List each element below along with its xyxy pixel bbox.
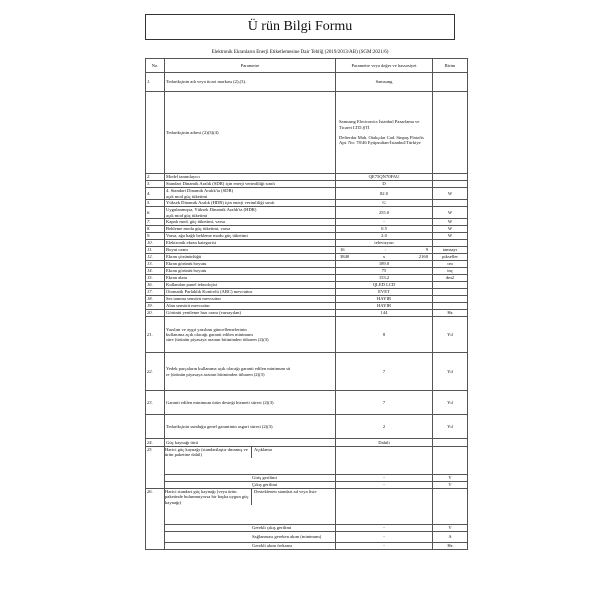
- row-unit: W: [433, 219, 468, 226]
- table-row: [146, 303, 468, 310]
- table-row: [146, 207, 468, 219]
- subrow-unit: Hz: [433, 543, 468, 550]
- row-parameter: Yüksek Dinamik Aralık (HDR) için enerji verimliliği sınıfı: [165, 200, 336, 207]
- subrow-unit: V: [433, 475, 468, 482]
- row-value: 7: [336, 353, 433, 391]
- row-value: D: [336, 181, 433, 188]
- row-parameter: Garanti edilen minimum ürün desteği hizmeti süresi (2)(3): [165, 391, 336, 415]
- row-unit: [433, 489, 468, 525]
- value-part: 9: [425, 247, 428, 253]
- row-unit: W: [433, 207, 468, 219]
- row-unit: cm: [433, 261, 468, 268]
- table-row: [146, 310, 468, 317]
- table-row: [146, 247, 468, 254]
- row-number: 26.: [146, 489, 165, 550]
- row-parameter: Ekran alanı: [165, 275, 336, 282]
- header-parameter: Parametre: [165, 59, 336, 73]
- subrow-unit: A: [433, 532, 468, 543]
- row-unit: [433, 282, 468, 289]
- form-title: Ü rün Bilgi Formu: [145, 14, 455, 40]
- row-parameter: Kullanılan panel teknolojisi: [165, 282, 336, 289]
- table-row: [146, 219, 468, 226]
- row-value: [336, 447, 433, 475]
- row-number: 12.: [146, 254, 165, 261]
- row-number: 2.: [146, 174, 165, 181]
- row-value: 8: [336, 317, 433, 353]
- row-value: 2: [336, 415, 433, 439]
- row-unit: [433, 92, 468, 174]
- row-number: 5.: [146, 200, 165, 207]
- row-number: 3.: [146, 181, 165, 188]
- row-number: 10.: [146, 240, 165, 247]
- row-parameter: Ekran görüntü boyutu: [165, 261, 336, 268]
- subrow-label: Sağlanması gereken akım (minimum): [165, 532, 336, 543]
- row-value: Samsung Electronics İstanbul Pazarlama ve Ticaret LTD.ŞTİ Defterdar Mah. Otakçılar Cad. Sinpaş Flatofis Apt. No: 78/46 Eyüpsultan-İstanbul/Türkiye: [336, 92, 433, 174]
- table-row: [146, 543, 468, 550]
- row-value: [336, 489, 433, 525]
- row-value: [336, 247, 433, 254]
- row26-header-row: [146, 489, 468, 525]
- product-info-sheet: [145, 14, 458, 550]
- row-value: G: [336, 200, 433, 207]
- power-supply-label: Desteklenen standart ad veya liste: [254, 489, 317, 494]
- table-row: [146, 92, 468, 174]
- row-value: HAYIR: [336, 303, 433, 310]
- row-unit: Yıl: [433, 353, 468, 391]
- value-part: :: [384, 247, 386, 253]
- value-part: x: [382, 254, 386, 260]
- row-unit: [433, 174, 468, 181]
- row-parameter: Yazılım ve aygıt yazılımı güncellemelerinin kullanıma açık olacağı garanti edilen minimum süre (ürünün piyasaya arzının bitiminden itibaren (2)(3): [165, 317, 336, 353]
- row-unit: Hz: [433, 310, 468, 317]
- row-value: 144: [336, 310, 433, 317]
- table-row: [146, 275, 468, 282]
- row-number: 14.: [146, 268, 165, 275]
- row-number: 20.: [146, 310, 165, 317]
- row-value: 2.0: [336, 233, 433, 240]
- table-row: [146, 174, 468, 181]
- value-part: 3840: [340, 254, 350, 260]
- subrow-unit: V: [433, 525, 468, 532]
- value-part: 16: [340, 247, 345, 253]
- row-number: 7.: [146, 219, 165, 226]
- row-value: Dahili: [336, 439, 433, 447]
- subrow-unit: V: [433, 482, 468, 489]
- row-parameter: Tedarikçinin sunduğu genel garantinin asgari süresi (2)(3): [165, 415, 336, 439]
- row-unit: [433, 200, 468, 207]
- table-row: [146, 289, 468, 296]
- row-unit: pikseller: [433, 254, 468, 261]
- row25-header-row: [146, 447, 468, 475]
- row-parameter: Ses tanıma sensörü mevcuttur: [165, 296, 336, 303]
- row-number: 8.: [146, 226, 165, 233]
- table-row: [146, 415, 468, 439]
- row-parameter: 4. Standart Dinamik Aralık'ta (SDR) açık mod güç tüketimi: [165, 188, 336, 200]
- row-unit: tamsayı: [433, 247, 468, 254]
- power-supply-label: Açıklama: [254, 447, 272, 452]
- row-parameter: Tedarikçinin adı veya ticari markası (2),(3).: [165, 73, 336, 92]
- row-number: 9.: [146, 233, 165, 240]
- row-number: 23.: [146, 391, 165, 415]
- row-number: 11.: [146, 247, 165, 254]
- row-parameter: Alan sensörü mevcuttur: [165, 303, 336, 310]
- row-value: 82.0: [336, 188, 433, 200]
- row-unit: Yıl: [433, 317, 468, 353]
- row-number: 4.: [146, 188, 165, 200]
- subrow-value: -: [336, 543, 433, 550]
- row-number: 22.: [146, 353, 165, 391]
- row-value: [336, 254, 433, 261]
- row-value: EVET: [336, 289, 433, 296]
- table-row: [146, 200, 468, 207]
- value-part: 2160: [418, 254, 428, 260]
- row-unit: inç: [433, 268, 468, 275]
- row-unit: [433, 73, 468, 92]
- table-row: [146, 475, 468, 482]
- power-supply-description: Harici güç kaynağı (standartlaştır ılmamış ve ürün paketine dahil): [165, 447, 252, 458]
- row-parameter: Elektronik ekran kategorisi: [165, 240, 336, 247]
- row-unit: W: [433, 233, 468, 240]
- row-parameter: Güç kaynağı türü: [165, 439, 336, 447]
- table-header-row: [146, 59, 468, 73]
- subrow-value: -: [336, 475, 433, 482]
- row-number: 13.: [146, 261, 165, 268]
- row-value: HAYIR: [336, 296, 433, 303]
- row-value: 255.0: [336, 207, 433, 219]
- row-value: -: [336, 219, 433, 226]
- row-value: Samsung: [336, 73, 433, 92]
- row-number: [146, 415, 165, 439]
- row-unit: [433, 439, 468, 447]
- row-unit: [433, 296, 468, 303]
- table-row: [146, 482, 468, 489]
- table-row: [146, 532, 468, 543]
- row-parameter: Otomatik Parlaklık Kontrolü (ABC) mevcuttur: [165, 289, 336, 296]
- header-no: No.: [146, 59, 165, 73]
- table-row: [146, 226, 468, 233]
- row-value: 7: [336, 391, 433, 415]
- row-value: QE75QN70FAU: [336, 174, 433, 181]
- table-row: [146, 181, 468, 188]
- row-value: televizyon: [336, 240, 433, 247]
- row-parameter: Standart Dinamik Aralık (SDR) için enerji verimliliği sınıfı: [165, 181, 336, 188]
- row-unit: [433, 447, 468, 475]
- row-parameter: Görüntü yenileme hızı oranı (varsayılan): [165, 310, 336, 317]
- row-unit: dm2: [433, 275, 468, 282]
- row-number: 19.: [146, 303, 165, 310]
- row-parameter: Ekran çözünürlüğü: [165, 254, 336, 261]
- table-row: [146, 261, 468, 268]
- row-number: 18.: [146, 296, 165, 303]
- row-unit: W: [433, 188, 468, 200]
- row-unit: [433, 181, 468, 188]
- row-number: 17.: [146, 289, 165, 296]
- row-number: 24.: [146, 439, 165, 447]
- subrow-label: Gerekli akım frekansı: [165, 543, 336, 550]
- table-row: [146, 240, 468, 247]
- subrow-value: -: [336, 525, 433, 532]
- form-subtitle: Elektronik Ekranların Enerji Etiketlemesine Dair Tebliğ (2019/2013/AB) (SGM:2021/6): [211, 50, 389, 55]
- table-row: [146, 73, 468, 92]
- row-number: 25: [146, 447, 165, 489]
- row-unit: [433, 240, 468, 247]
- row-value: 153.2: [336, 275, 433, 282]
- row-value: QLED LCD: [336, 282, 433, 289]
- row-value: 0.5: [336, 226, 433, 233]
- row-number: 1.: [146, 73, 165, 92]
- row-number: 15.: [146, 275, 165, 282]
- table-row: [146, 296, 468, 303]
- subrow-label: Giriş gerilimi: [165, 475, 336, 482]
- table-row: [146, 317, 468, 353]
- table-row: [146, 391, 468, 415]
- row-number: 21.: [146, 317, 165, 353]
- table-row: [146, 353, 468, 391]
- header-unit: Birim: [433, 59, 468, 73]
- product-info-table: [145, 58, 468, 550]
- table-row: [146, 188, 468, 200]
- row-parameter: Boyut oranı: [165, 247, 336, 254]
- power-supply-description: Harici standart güç kaynağı (veya ürün paketinde bulunmuyorsa bir başka uygun güç kaynağı): [165, 489, 252, 505]
- table-row: [146, 282, 468, 289]
- subrow-label: Gerekli çıkış gerilimi: [165, 525, 336, 532]
- row-parameter: Model tanımlayıcı: [165, 174, 336, 181]
- row-value: 189.0: [336, 261, 433, 268]
- table-row: [146, 439, 468, 447]
- row-unit: [433, 289, 468, 296]
- row-parameter: Yedek parçaların kullanıma açık olacağı garanti edilen minimum sü re (ürünün piyasaya arzının bitiminden itibaren (2)(3): [165, 353, 336, 391]
- row-value: 75: [336, 268, 433, 275]
- row-number: 16.: [146, 282, 165, 289]
- subrow-value: -: [336, 532, 433, 543]
- row-unit: Yıl: [433, 415, 468, 439]
- table-row: [146, 233, 468, 240]
- row-parameter: Kapalı mod, güç tüketimi, varsa: [165, 219, 336, 226]
- row-unit: [433, 303, 468, 310]
- table-row: [146, 525, 468, 532]
- row-number: [146, 92, 165, 174]
- row-unit: W: [433, 226, 468, 233]
- row-unit: Yıl: [433, 391, 468, 415]
- row-parameter: Tedarikçinin adresi (2)(3)(4): [165, 92, 336, 174]
- header-value: Parametre veya değer ve hassasiyet: [336, 59, 433, 73]
- row-number: 6.: [146, 207, 165, 219]
- table-row: [146, 254, 468, 261]
- subrow-label: Çıkış gerilimi: [165, 482, 336, 489]
- row-parameter: Bekleme modu güç tüketimi, varsa: [165, 226, 336, 233]
- table-row: [146, 268, 468, 275]
- row-parameter: Ekran görüntü boyutu: [165, 268, 336, 275]
- row-parameter: Uygulanmışsa, Yüksek Dinamik Aralık'ta (HDR) açık mod güç tüketimi: [165, 207, 336, 219]
- subrow-value: -: [336, 482, 433, 489]
- row-parameter: Varsa, ağa bağlı bekleme modu güç tüketimi: [165, 233, 336, 240]
